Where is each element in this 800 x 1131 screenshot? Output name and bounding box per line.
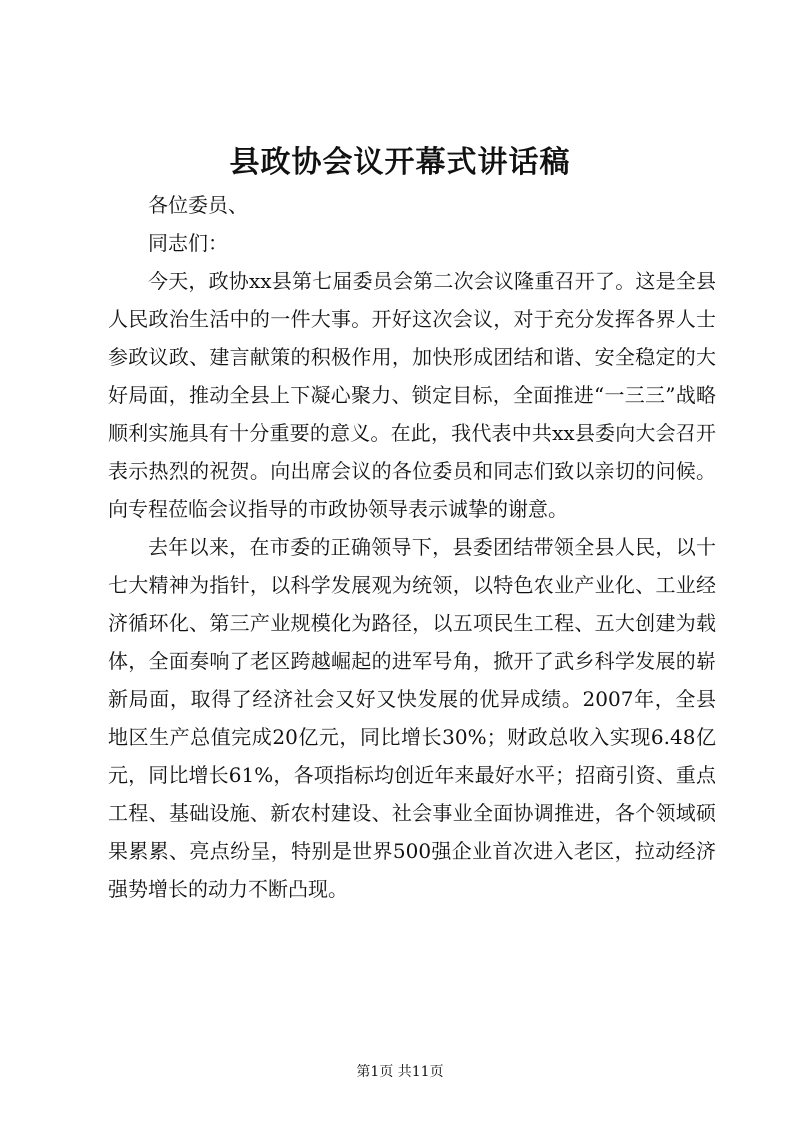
page-number: 第1页 共11页 — [356, 1064, 444, 1080]
salutation-line: 各位委员、 — [148, 193, 248, 217]
document-body — [108, 186, 716, 908]
body-paragraph: 今天，政协xx县第七届委员会第二次会议隆重召开了。这是全县人民政治生活中的一件大事。开好这次会议，对于充分发挥各界人士参政议政、建言献策的积极作用，加快形成团结和谐、安全稳定的大好局面，推动全县上下凝心聚力、锁定目标，全面推进“一三三”战略顺利实施具有十分重要的意义。在此，我代表中共xx县委向大会召开表示热烈的祝贺。向出席会议的各位委员和同志们致以亲切的问候。向专程莅临会议指导的市政协领导表示诚挚的谢意。 — [108, 269, 716, 521]
body-paragraph: 去年以来，在市委的正确领导下，县委团结带领全县人民，以十七大精神为指针，以科学发展观为统领，以特色农业产业化、工业经济循环化、第三产业规模化为路径，以五项民生工程、五大创建为载体，全面奏响了老区跨越崛起的进军号角，掀开了武乡科学发展的崭新局面，取得了经济社会又好又快发展的优异成绩。2007年，全县地区生产总值完成20亿元，同比增长30%；财政总收入实现6.48亿元，同比增长61%，各项指标均创近年来最好水平；招商引资、重点工程、基础设施、新农村建设、社会事业全面协调推进，各个领域硕果累累、亮点纷呈，特别是世界500强企业首次进入老区，拉动经济强势增长的动力不断凸现。 — [108, 535, 716, 901]
document-title: 县政协会议开幕式讲话稿 — [229, 145, 571, 180]
salutation-line: 同志们： — [148, 231, 228, 255]
